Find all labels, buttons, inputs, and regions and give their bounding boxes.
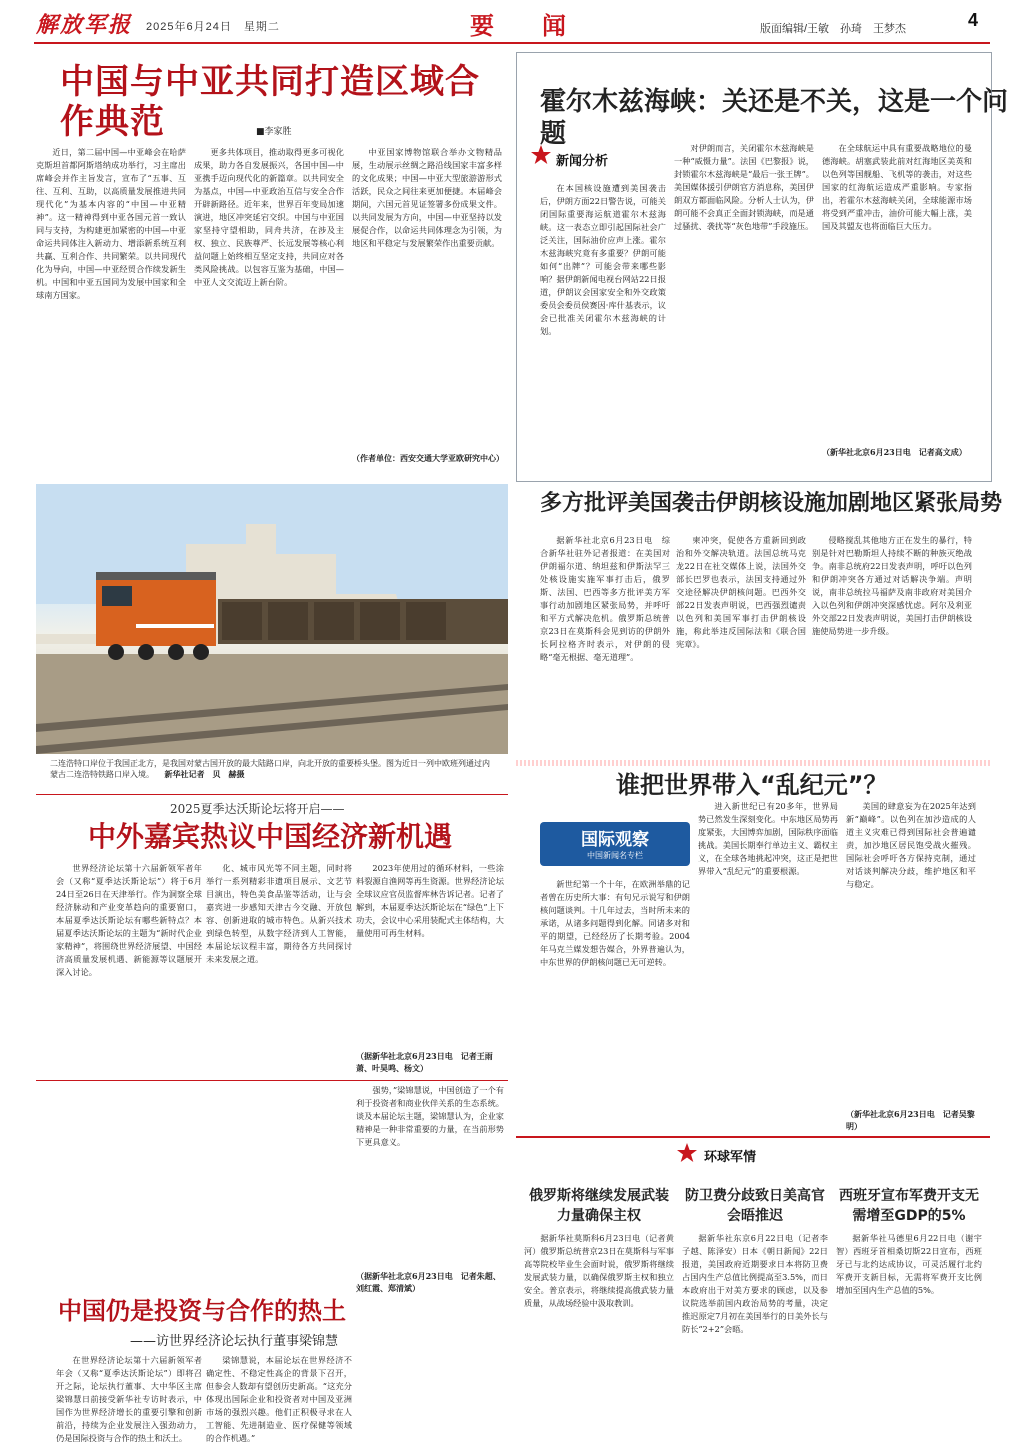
- article-paragraph: 柬冲突，促使各方重新回到政治和外交解决轨道。法国总统马克龙22日在社交媒体上说，法国外交部长巴罗也表示，法国支持通过外交途径解决伊朗核问题。巴西外交部22日发表声明说，巴西强烈谴责以色列和美国军事打击伊朗核设施，称此举违反国际法和《联合国宪章》。: [676, 535, 806, 649]
- column-badge: [540, 822, 690, 866]
- article-column: [356, 862, 504, 1020]
- article-paragraph: 2023年使用过的循环材料，一些涂料裂源自渔网等再生资源。世界经济论坛全球议应官员监督库林告诉记者。记者了解到，本届夏季达沃斯论坛在“绿色”上下功夫，会议中心采用装配式主体结构，大量使用可再生材料。: [356, 863, 504, 938]
- article-paragraph: 据新华社北京6月23日电 综合新华社驻外记者报道：在美国对伊朗福尔道、纳坦兹和伊斯法罕三处核设施实施军事打击后，俄罗斯、法国、巴西等多方批评美方军事行动加剧地区紧张局势，并呼吁和平方式解决危机。俄罗斯总统普京23日在莫斯科会见到访的伊朗外长阿拉格齐时表示，对伊朗的侵略“毫无根据、毫无道理”。: [540, 535, 670, 662]
- article-column: [540, 534, 670, 749]
- article-paragraph: 据新华社东京6月22日电（记者李子越、陈泽安）日本《朝日新闻》22日报道，美国政府近期要求日本将防卫费占国内生产总值比例提高至3.5%，而日本政府出于对美方要求的顾虑，以及参议院选举前国内政治局势的考量，决定推迟原定7月初在美国举行的日美外长与防长“2+2”会晤。: [682, 1233, 828, 1334]
- issue-date: 2025年6月24日 星期二: [146, 21, 280, 33]
- military-item: [682, 1186, 828, 1396]
- article-title: 霍尔木兹海峡：关还是不关，这是一个问题: [540, 87, 1009, 149]
- train-photo-illustration: [36, 484, 508, 754]
- header-rule: [34, 42, 990, 44]
- photo-caption: [50, 758, 490, 780]
- section-divider: [36, 794, 508, 795]
- article-signature: （新华社北京6月23日电 记者吴黎明）: [846, 1109, 975, 1131]
- column-tag: 新闻分析: [556, 154, 609, 169]
- article-column: [56, 1354, 202, 1443]
- page-editors: 版面编辑/王敏 孙琦 王梦杰: [760, 23, 907, 35]
- article-column: [56, 862, 202, 1042]
- military-item: [524, 1186, 674, 1396]
- military-item: [836, 1186, 982, 1396]
- caption-text: 二连浩特口岸位于我国正北方，是我国对蒙古国开放的最大陆路口岸，向北开放的重要桥头堡。图为近日一列中欧班列通过内蒙古二连浩特铁路口岸入境。: [50, 759, 490, 779]
- article-paragraph: 中亚国家博物馆联合举办文物精品展，生动展示丝绸之路沿线国家丰富多样的文化成果；中国—中亚大型旅游游形式活跃，民众之间往来更加便捷。本届峰会期间，六国元首见证签署多份成果文件。以共同发展为方向，中国—中亚坚持以发展促合作，以命运共同体理念为引领，为地区和平稳定与发展繁荣作出重要贡献。: [352, 147, 502, 248]
- article-signature: （新华社北京6月23日电 记者高文成）: [822, 447, 967, 457]
- military-item-title: 西班牙宣布军费开支无需增至GDP的5%: [839, 1188, 979, 1224]
- article-paragraph: 对伊朗而言，关闭霍尔木兹海峡是一种“威慑力量”。法国《巴黎报》说，封锁霍尔木兹海峡是“最后一张王牌”。美国媒体援引伊朗官方消息称，美国伊朗双方都面临风险。分析人士认为，伊朗可能不会真正全面封锁海峡，而是通过骚扰、袭扰等“灰色地带”手段施压。: [674, 143, 814, 231]
- article-column: [540, 878, 690, 1130]
- newspaper-logo: 解放军报: [36, 12, 133, 38]
- article-paragraph: 美国的肆意妄为在2025年达到新“巅峰”。以色列在加沙造成的人道主义灾难已得到国际社会普遍谴责，加沙地区居民饱受战火摧残。国际社会呼吁各方保持克制，通过对话谈判解决分歧，维护地区和平与稳定。: [846, 801, 976, 889]
- section-divider: [516, 1136, 990, 1138]
- military-item-body: [836, 1232, 982, 1392]
- article-paragraph: 据新华社马德里6月22日电（谢宇智）西班牙首相桑切斯22日宣布，西班牙已与北约达成协议，可灵活履行北约军费开支新目标，无需将军费开支比例增加至国内生产总值的5%。: [836, 1233, 982, 1295]
- article-signature: （据新华社北京6月23日电 记者王雨萧、叶昊鸣、杨文）: [356, 1051, 493, 1073]
- photo-credit: 新华社记者 贝 赫摄: [164, 769, 245, 779]
- column-badge-subtitle: 中国新闻名专栏: [587, 851, 643, 860]
- article-paragraph: 新世纪第一个十年，在欧洲举鼎的记者曾在历史所大事：有句兄示说写和伊朗核问题谈判。十几年过去，当时所未来的承诺，从诸多问题得到化解。同诸多对和平的期望，已经经历了长期考验。2004年马克兰媒发想告媒合，外界普遍认为，中东世界的伊朗核问题已无可逆转。: [540, 879, 690, 967]
- article-subtitle: ——访世界经济论坛执行董事梁锦慧: [130, 1334, 339, 1349]
- article-column: [36, 146, 186, 476]
- article-title: 中国与中亚共同打造区域合作典范: [60, 62, 480, 142]
- article-column: [194, 146, 344, 476]
- military-item-title: 俄罗斯将继续发展武装力量确保主权: [529, 1188, 669, 1224]
- column-band-title: 环球军情: [704, 1150, 757, 1165]
- news-photo: [36, 484, 508, 754]
- article-title: 多方批评美国袭击伊朗核设施加剧地区紧张局势: [540, 491, 1003, 516]
- article-paragraph: 梁锦慧说，本届论坛在世界经济不确定性、不稳定性高企的背景下召开，但参会人数却有望创历史新高。“这充分体现出国际企业和投资者对中国及亚洲市场的强烈兴趣。他们正积极寻求在人工智能、先进制造业、医疗保健等领域的合作机遇。”: [206, 1355, 352, 1443]
- red-star-icon: [676, 1142, 698, 1164]
- section-title: 要 闻: [470, 12, 578, 40]
- article-title: 中国仍是投资与合作的热土: [58, 1297, 346, 1325]
- article-column: [540, 182, 666, 462]
- article-column: [676, 534, 806, 749]
- red-star-icon: [530, 144, 550, 164]
- article-paragraph: 据新华社莫斯科6月23日电（记者黄河）俄罗斯总统普京23日在莫斯科与军事高等院校毕业生会面时说，俄罗斯将继续发展武装力量，以确保俄罗斯主权和独立安全。普京表示，将继续提高俄武装力量质量，从战场经验中汲取教训。: [524, 1233, 674, 1308]
- article-kicker: 2025夏季达沃斯论坛将开启——: [170, 802, 345, 816]
- article-paragraph: 更多共体项目，推动取得更多可视化成果，助力各自发展振兴，各国中国—中亚携手迈向现代化的新篇章。以共同安全为基点，中国—中亚政治互信与安全合作开辟新路径。近年来，世界百年变局加速演进，地区冲突延宕交织。中国与中亚国家坚持守望相助，同舟共济，在涉及主权、独立、民族尊严、长远发展等核心利益问题上始终相互坚定支持，共同应对各类风险挑战。以包容互鉴为基础，中国—中亚人文交流迈上新台阶。: [194, 147, 344, 287]
- article-paragraph: 强势，”梁锦慧说，中国创造了一个有利于投资者和商业伙伴关系的生态系统。谈及本届论坛主题，梁锦慧认为，企业家精神是一种非常重要的力量，在当前形势下更具意义。: [356, 1085, 504, 1147]
- article-column: [674, 142, 814, 462]
- article-byline: ■李家胜: [256, 127, 292, 137]
- section-divider: [36, 1080, 508, 1081]
- article-column: [206, 1354, 352, 1443]
- article-column: [206, 862, 352, 1042]
- military-item-body: [524, 1232, 674, 1392]
- article-paragraph: 化、城市风光等不同主题，同时将举行一系列精彩非遗项目展示、文艺节目演出，特色美食品鉴等活动，让与会嘉宾进一步感知天津古今交融、开放包容、创新进取的城市特色。从新兴技术到绿色转型，从数字经济到人工智能，本届论坛议程丰富，期待各方共同探讨未来发展之道。: [206, 863, 352, 964]
- article-title: 谁把世界带入“乱纪元”？: [616, 771, 888, 799]
- article-paragraph: 侵略搅乱其他地方正在发生的暴行，特别是针对巴勒斯坦人持续不断的种族灭绝战争。南非总统府22日发表声明，呼吁以色列和伊朗冲突各方通过对话解决争端。声明说，南非总统拉马福萨及南非政府对美国介入以色列和伊朗冲突深感忧虑。阿尔及利亚外交部22日发表声明说，美国打击伊朗核设施使局势进一步升级。: [812, 535, 972, 636]
- decorative-stripe: [516, 760, 990, 766]
- article-title: 中外嘉宾热议中国经济新机遇: [88, 820, 453, 853]
- article-column: [352, 146, 502, 446]
- military-item-title: 防卫费分歧致日美高官会晤推迟: [685, 1188, 825, 1224]
- article-paragraph: 世界经济论坛第十六届新领军者年会（又称“夏季达沃斯论坛”）将于6月24日至26日在天津举行。作为洞察全球经济脉动和产业变革趋向的重要窗口，本届夏季达沃斯论坛有哪些新特点？本届夏季达沃斯论坛的主题为“新时代企业家精神”，将围绕世界经济展望、中国经济高质量发展机遇、新能源等议题展开深入讨论。: [56, 863, 202, 977]
- article-signature: （据新华社北京6月23日电 记者朱超、刘红霞、郑清斌）: [356, 1271, 501, 1293]
- column-badge-title: 国际观察: [581, 830, 649, 850]
- article-paragraph: 在全球航运中具有重要战略地位的曼德海峡。胡塞武装此前对红海地区美英和以色列等国舰船、飞机等的袭击，对这些国家的红海航运造成严重影响。专家指出，若霍尔木兹海峡关闭，全球能源市场将受到严重冲击，油价可能大幅上涨，美国及其盟友也将面临巨大压力。: [822, 143, 972, 231]
- article-signature: （作者单位：西安交通大学亚欧研究中心）: [352, 453, 504, 463]
- article-column: [812, 534, 972, 749]
- article-paragraph: 近日，第二届中国—中亚峰会在哈萨克斯坦首都阿斯塔纳成功举行，习主席出席峰会并作主旨发言，宣布了“五事、互往、互利、互助，以高质量发展推进共同现代化”为基本内容的“中国—中亚精神”。这一精神得到中亚各国元首一致认同与支持，为构建更加紧密的中国—中亚命运共同体注入新动力、增添新系统互利共赢、互利合作、共同繁荣。以共同现代化为导向，中国—中亚经贸合作续发新生机。中国和中亚五国同为发展中国家和全球南方国家。: [36, 147, 186, 300]
- article-paragraph: 在本国核设施遭到美国袭击后，伊朗方面22日警告说，可能关闭国际重要海运航道霍尔木兹海峡。这一表态立即引起国际社会广泛关注，国际油价应声上涨。霍尔木兹海峡究竟有多重要？伊朗可能如何“出牌”？可能会带来哪些影响？据伊朗新闻电视台网站22日报道，伊朗议会国家安全和外交政策委员会委员侯赛因·库什基表示，议会已批准关闭霍尔木兹海峡的计划。: [540, 183, 666, 336]
- article-paragraph: 在世界经济论坛第十六届新领军者年会（又称“夏季达沃斯论坛”）即将召开之际，论坛执行董事、大中华区主席梁锦慧日前接受新华社专访时表示，中国作为世界经济增长的重要引擎和创新前沿，持续为企业发展注入强劲动力，仍是国际投资与合作的热土和沃土。: [56, 1355, 202, 1443]
- article-column: [698, 800, 838, 1130]
- article-column: [846, 800, 976, 1100]
- page-number: 4: [968, 10, 979, 30]
- article-column: [822, 142, 972, 442]
- article-column: [356, 1084, 504, 1264]
- military-item-body: [682, 1232, 828, 1392]
- article-paragraph: 进入新世纪已有20多年，世界局势已然发生深刻变化。中东地区局势再度紧张，大国博弈加剧，国际秩序面临挑战。美国长期奉行单边主义、霸权主义，在全球各地挑起冲突，这正是把世界带入“乱纪元”的重要根源。: [698, 801, 838, 876]
